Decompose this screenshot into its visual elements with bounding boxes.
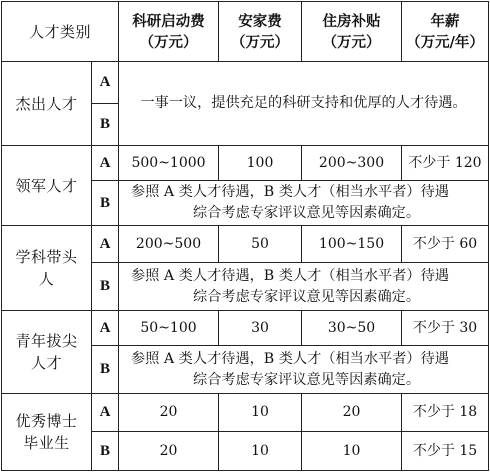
grade-b-note <box>119 346 489 394</box>
header-research-fund-unit: （万元） <box>139 33 198 51</box>
category-name-line: 优秀博士 <box>15 412 78 430</box>
category-name: 杰出人才 <box>15 94 78 113</box>
talent-benefits-table <box>1 1 489 471</box>
grade-cell: A <box>92 62 119 104</box>
header-annual-salary <box>402 2 489 62</box>
category-excellent-phd-graduate <box>2 394 92 471</box>
header-research-fund-title: 科研启动费 <box>132 12 205 30</box>
grade-cell: A <box>92 146 119 181</box>
annual-salary-cell: 不少于 60 <box>402 226 489 263</box>
note-line: 参照 A 类人才待遇，B 类人才（相当水平者）待遇 <box>131 184 449 200</box>
grade-cell: B <box>92 104 119 146</box>
research-fund-cell: 20 <box>119 432 219 471</box>
category-name-line: 人 <box>38 270 55 288</box>
category-name-line: 人才 <box>30 354 62 372</box>
grade-cell: B <box>92 432 119 471</box>
header-housing-subsidy <box>302 2 402 62</box>
grade-cell: B <box>92 346 119 394</box>
header-annual-salary-unit: （万元/年） <box>406 33 484 51</box>
settlement-fee-cell: 10 <box>219 432 302 471</box>
grade-cell: B <box>92 181 119 226</box>
grade-cell: A <box>92 394 119 432</box>
table-row <box>2 394 489 432</box>
header-settlement-fee-title: 安家费 <box>238 12 282 30</box>
category-name-line: 学科带头 <box>15 248 78 266</box>
header-housing-subsidy-title: 住房补贴 <box>322 12 381 30</box>
header-research-fund <box>119 2 219 62</box>
annual-salary-cell: 不少于 120 <box>402 146 489 181</box>
research-fund-cell: 50~100 <box>119 311 219 346</box>
housing-subsidy-cell: 10 <box>302 432 402 471</box>
grade-cell: A <box>92 311 119 346</box>
research-fund-cell: 20 <box>119 394 219 432</box>
settlement-fee-cell: 10 <box>219 394 302 432</box>
research-fund-cell: 200~500 <box>119 226 219 263</box>
category-name: 领军人才 <box>15 176 78 195</box>
settlement-fee-cell: 30 <box>219 311 302 346</box>
table-row <box>2 311 489 346</box>
note-line: 参照 A 类人才待遇，B 类人才（相当水平者）待遇 <box>131 267 449 284</box>
header-row <box>2 2 489 62</box>
category-name-line: 毕业生 <box>23 434 70 452</box>
annual-salary-cell: 不少于 15 <box>402 432 489 471</box>
housing-subsidy-cell: 200~300 <box>302 146 402 181</box>
table-row <box>2 62 489 104</box>
grade-cell: B <box>92 263 119 311</box>
settlement-fee-cell: 50 <box>219 226 302 263</box>
grade-b-note <box>119 263 489 311</box>
category-leading-talent <box>2 146 92 226</box>
table-row <box>2 146 489 181</box>
note-line: 综合考虑专家评议意见等因素确定。 <box>193 205 421 221</box>
annual-salary-cell: 不少于 18 <box>402 394 489 432</box>
table-row <box>2 226 489 263</box>
header-housing-subsidy-unit: （万元） <box>322 33 381 51</box>
grade-cell: A <box>92 226 119 263</box>
header-settlement-fee-unit: （万元） <box>231 33 290 51</box>
housing-subsidy-cell: 30~50 <box>302 311 402 346</box>
category-outstanding-talent <box>2 62 92 146</box>
header-category: 人才类别 <box>2 2 119 62</box>
annual-salary-cell: 不少于 30 <box>402 311 489 346</box>
note-line: 综合考虑专家评议意见等因素确定。 <box>193 371 421 388</box>
header-settlement-fee <box>219 2 302 62</box>
category-discipline-leader <box>2 226 92 311</box>
note-line: 综合考虑专家评议意见等因素确定。 <box>193 288 421 305</box>
merged-benefit-note: 一事一议，提供充足的科研支持和优厚的人才待遇。 <box>119 62 489 146</box>
category-young-top-talent <box>2 311 92 394</box>
category-name-line: 青年拔尖 <box>15 332 78 350</box>
grade-b-note <box>119 181 489 226</box>
settlement-fee-cell: 100 <box>219 146 302 181</box>
header-annual-salary-title: 年薪 <box>430 12 460 30</box>
research-fund-cell: 500~1000 <box>119 146 219 181</box>
housing-subsidy-cell: 100~150 <box>302 226 402 263</box>
note-line: 参照 A 类人才待遇，B 类人才（相当水平者）待遇 <box>131 350 449 367</box>
housing-subsidy-cell: 20 <box>302 394 402 432</box>
